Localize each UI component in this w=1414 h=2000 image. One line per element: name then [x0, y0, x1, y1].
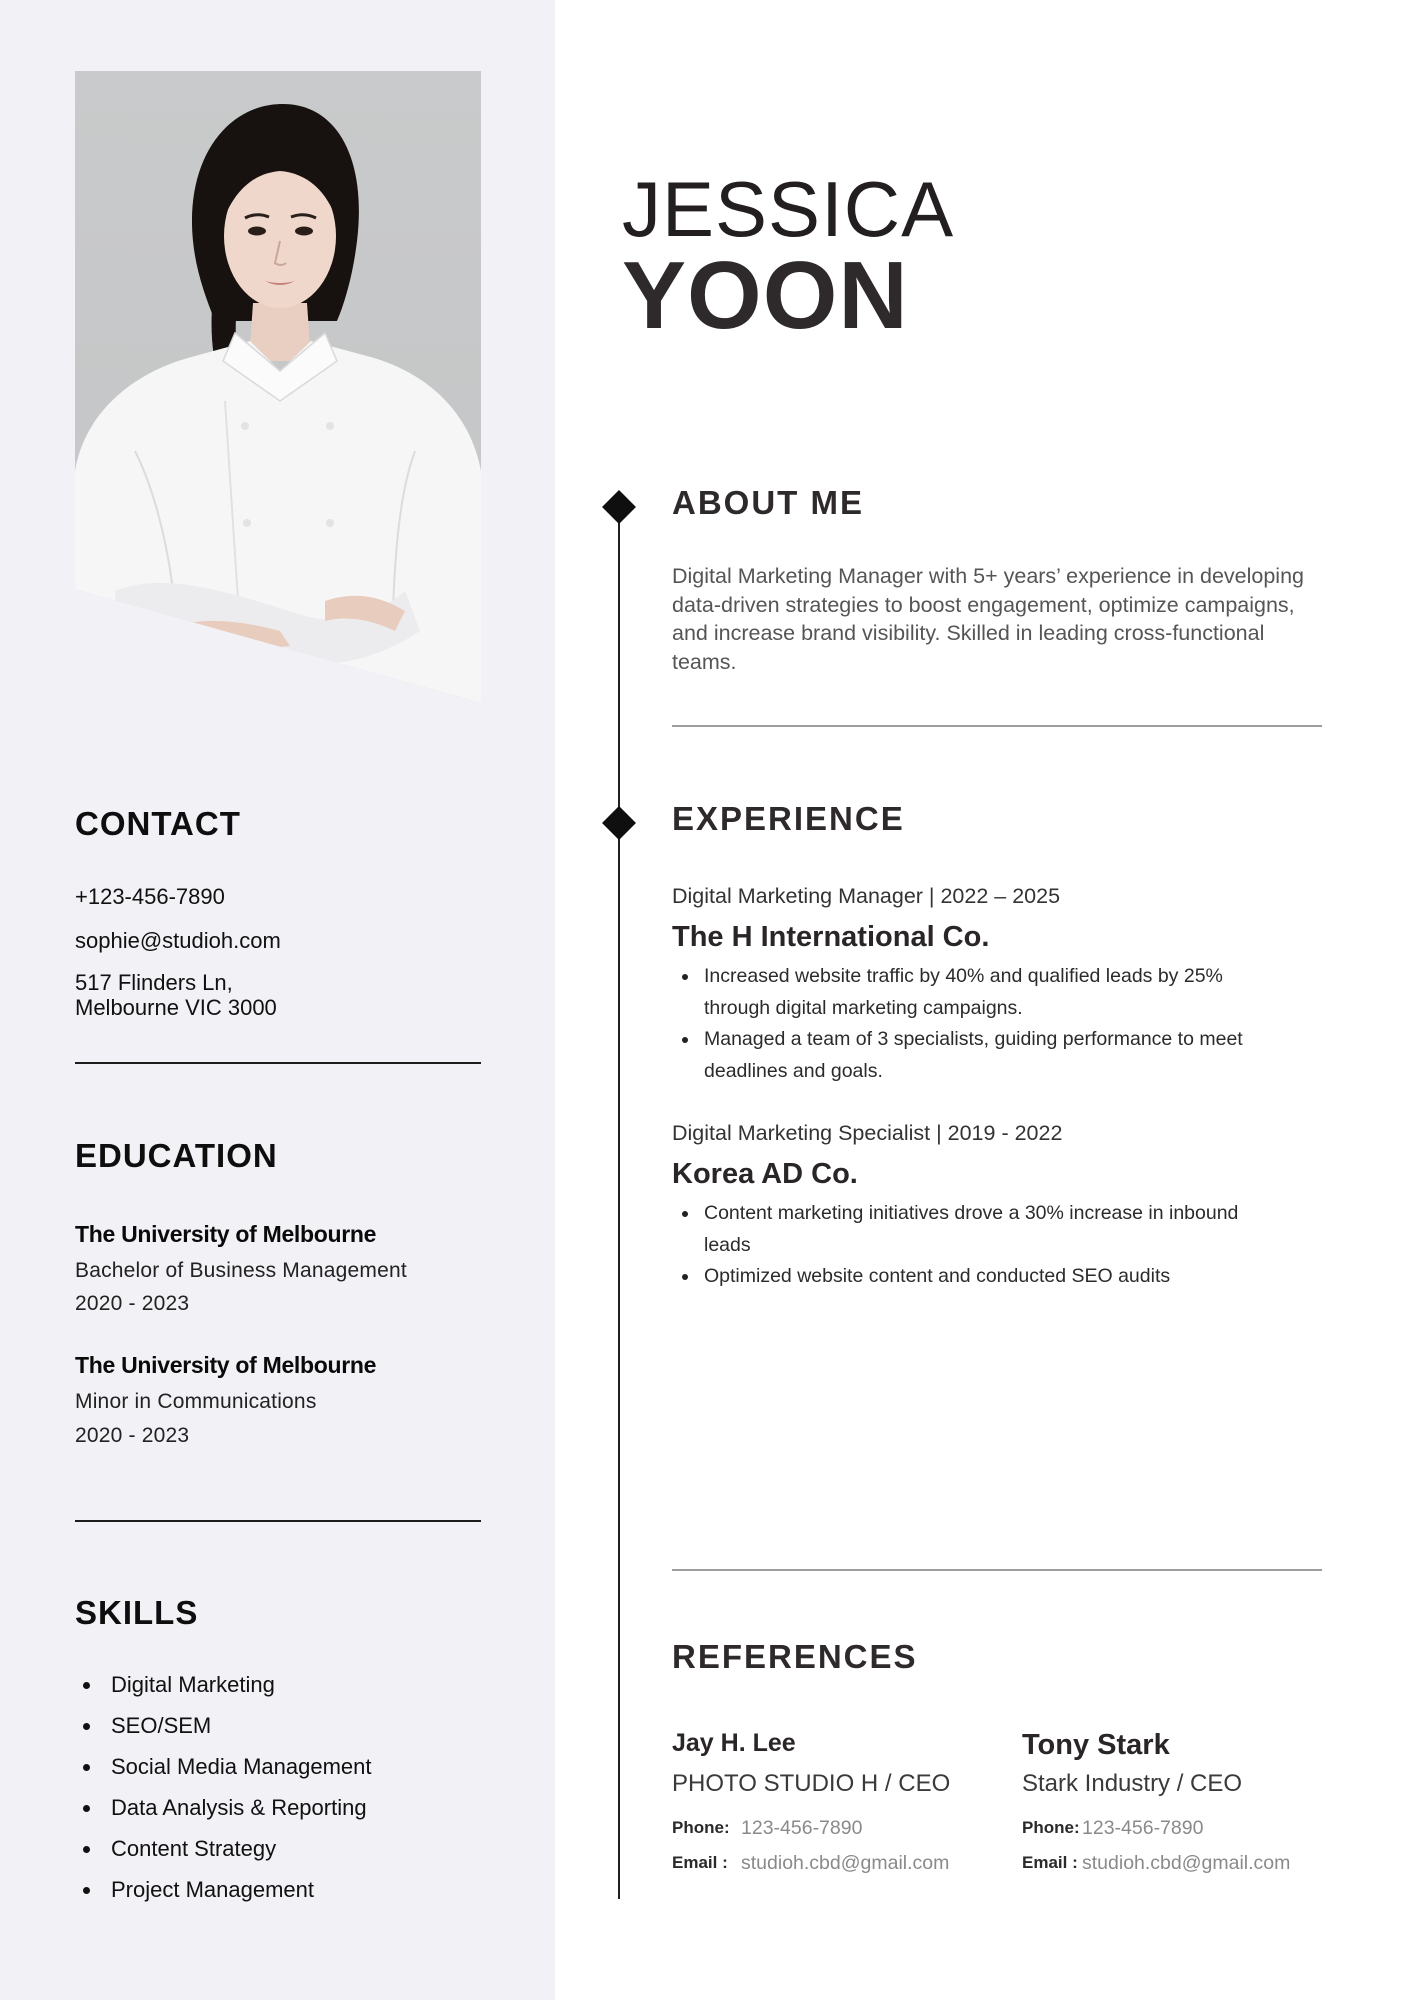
job-company: The H International Co.	[672, 921, 990, 953]
about-divider	[672, 725, 1322, 727]
reference-email-label: Email :	[672, 1853, 728, 1872]
contact-phone[interactable]: +123-456-7890	[75, 884, 225, 909]
skill-item: Digital Marketing	[75, 1670, 371, 1711]
job-bullet: Increased website traffic by 40% and qualified leads by 25% through digital marketing campaigns.	[672, 961, 1272, 1024]
job-company: Korea AD Co.	[672, 1158, 858, 1190]
reference-name: Jay H. Lee	[672, 1729, 796, 1757]
reference-name: Tony Stark	[1022, 1729, 1170, 1761]
education-heading: EDUCATION	[75, 1137, 278, 1174]
skill-item: Content Strategy	[75, 1834, 371, 1875]
reference-phone-label: Phone:	[1022, 1818, 1080, 1837]
skill-item: Social Media Management	[75, 1752, 371, 1793]
skill-item: SEO/SEM	[75, 1711, 371, 1752]
job-bullet: Content marketing initiatives drove a 30% increase in inbound leads	[672, 1198, 1272, 1261]
contact-divider	[75, 1062, 481, 1064]
contact-heading: CONTACT	[75, 805, 241, 842]
reference-email[interactable]: studioh.cbd@gmail.com	[1082, 1852, 1291, 1874]
reference-role: PHOTO STUDIO H / CEO	[672, 1770, 951, 1797]
reference-email-label: Email :	[1022, 1853, 1078, 1872]
experience-diamond-icon	[602, 806, 636, 840]
skill-item: Data Analysis & Reporting	[75, 1793, 371, 1834]
timeline-line	[618, 507, 620, 1899]
profile-photo	[75, 71, 481, 703]
contact-email[interactable]: sophie@studioh.com	[75, 928, 281, 953]
education-school: The University of Melbourne	[75, 1352, 377, 1378]
job-title: Digital Marketing Manager | 2022 – 2025	[672, 884, 1061, 908]
contact-address-line1: 517 Flinders Ln,	[75, 970, 233, 995]
skills-list	[75, 1670, 371, 1916]
job-title: Digital Marketing Specialist | 2019 - 2022	[672, 1121, 1063, 1145]
reference-phone-label: Phone:	[672, 1818, 730, 1837]
first-name: JESSICA	[622, 165, 955, 253]
about-heading: ABOUT ME	[672, 484, 864, 521]
education-degree: Bachelor of Business Management	[75, 1259, 407, 1282]
skills-heading: SKILLS	[75, 1594, 199, 1631]
education-school: The University of Melbourne	[75, 1221, 377, 1247]
job-bullets	[672, 961, 1272, 1087]
sidebar	[0, 0, 555, 2000]
about-text: Digital Marketing Manager with 5+ years’ experience in developing data-driven strategies to boost engagement, optimize campaigns, and increase brand visibility. Skilled in leading cross-functional teams.	[672, 564, 1305, 674]
job-bullets	[672, 1198, 1272, 1293]
job-bullet: Optimized website content and conducted SEO audits	[672, 1261, 1272, 1293]
education-divider	[75, 1520, 481, 1522]
education-years: 2020 - 2023	[75, 1292, 190, 1315]
education-degree: Minor in Communications	[75, 1390, 317, 1413]
skill-item: Project Management	[75, 1875, 371, 1916]
contact-address-line2: Melbourne VIC 3000	[75, 995, 277, 1020]
reference-email[interactable]: studioh.cbd@gmail.com	[741, 1852, 950, 1874]
last-name: YOON	[622, 242, 909, 349]
experience-divider	[672, 1569, 1322, 1571]
about-diamond-icon	[602, 490, 636, 524]
education-years: 2020 - 2023	[75, 1424, 190, 1447]
reference-phone[interactable]: 123-456-7890	[1082, 1817, 1204, 1839]
job-bullet: Managed a team of 3 specialists, guiding performance to meet deadlines and goals.	[672, 1024, 1272, 1087]
references-heading: REFERENCES	[672, 1638, 918, 1675]
reference-phone[interactable]: 123-456-7890	[741, 1817, 863, 1839]
reference-role: Stark Industry / CEO	[1022, 1770, 1243, 1797]
experience-heading: EXPERIENCE	[672, 800, 905, 837]
